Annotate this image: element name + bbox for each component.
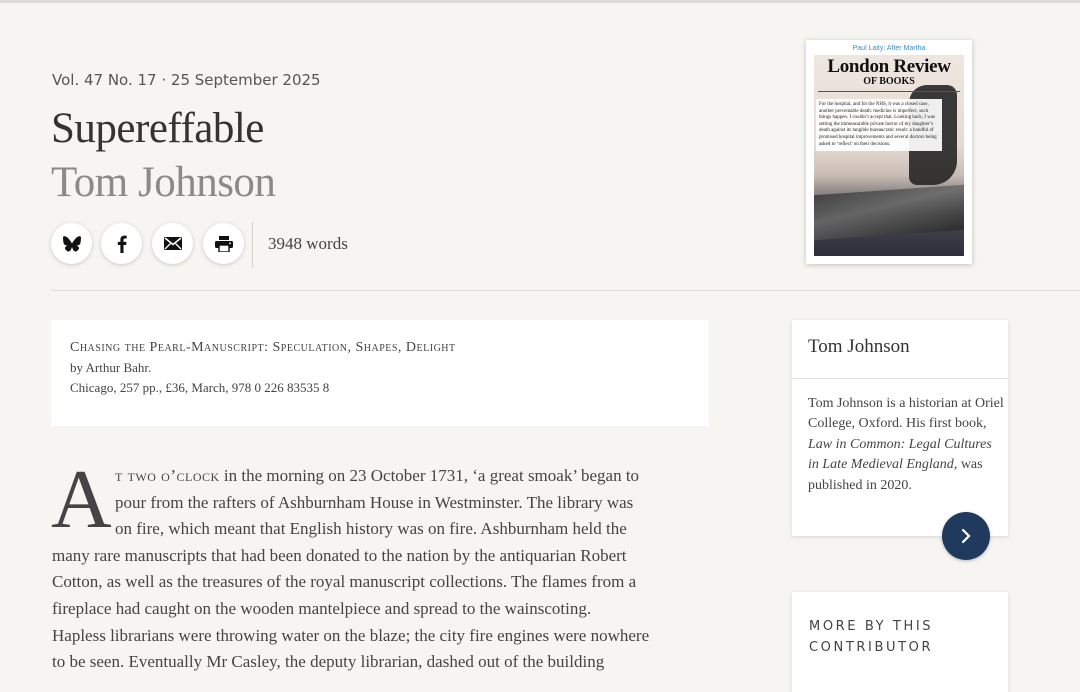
more-by-heading: MORE BY THIS CONTRIBUTOR <box>809 619 934 655</box>
share-email-button[interactable] <box>152 223 193 264</box>
reviewed-book-info <box>51 320 709 426</box>
share-facebook-button[interactable] <box>101 223 142 264</box>
body-line: fireplace had caught on the wooden mantelpiece and spread to the wainscoting. <box>52 599 592 618</box>
body-line: many rare manuscripts that had been donated to the nation by the antiquarian Robert <box>52 546 627 565</box>
chevron-right-icon <box>960 528 972 544</box>
cover-art <box>814 55 964 256</box>
drop-cap: A <box>51 453 112 546</box>
print-button[interactable] <box>203 223 244 264</box>
reviewed-book-title: Chasing the Pearl-Manuscript: Speculation, Shapes, Delight <box>70 340 456 355</box>
top-border <box>0 0 1080 3</box>
share-bluesky-button[interactable] <box>51 223 92 264</box>
cover-excerpt: For the hospital, and for the NHS, it was a closed case, another preventable death: medicine is imperfect, such things happen. I couldn’t accept that. Looking back, I was setting the immeasurable private horror of my daughter’s death against its tangible bureaucratic result: a handful of promised hospital improvements and several doctors being asked to ‘reflect’ on their decisions. <box>816 99 942 151</box>
body-line: Cotton, as well as the treasures of the royal manuscript collections. The flames from a <box>52 572 637 591</box>
word-count: 3948 words <box>268 234 348 253</box>
body-line: Hapless librarians were throwing water on the blaze; the city fire engines were nowhere <box>52 626 650 645</box>
body-line: pour from the rafters of Ashburnham House in Westminster. The library was <box>115 493 634 512</box>
contributor-book-title: Law in Common: Legal Cultures in Late Medieval England <box>808 436 992 473</box>
body-line: to be seen. Eventually Mr Casley, the deputy librarian, dashed out of the building <box>52 652 605 671</box>
email-icon <box>164 237 182 250</box>
more-by-contributor <box>792 592 1008 692</box>
bluesky-icon <box>63 236 81 252</box>
reviewed-book-author: by Arthur Bahr. <box>70 360 152 375</box>
article-title: Supereffable <box>51 105 264 152</box>
reviewed-book-details: Chicago, 257 pp., £36, March, 978 0 226 83535 8 <box>70 380 330 395</box>
body-line: on fire, which meant that English history was on fire. Ashburnham held the <box>115 519 627 538</box>
cover-masthead: London Review <box>827 56 951 77</box>
article-author[interactable]: Tom Johnson <box>51 159 276 206</box>
issue-info: Vol. 47 No. 17 · 25 September 2025 <box>52 71 321 89</box>
cover-masthead-sub: OF BOOKS <box>863 76 915 87</box>
divider <box>252 222 253 268</box>
header-divider <box>51 290 1080 291</box>
contributor-name[interactable]: Tom Johnson <box>808 336 910 357</box>
contributor-bio-card <box>792 320 1008 536</box>
cover-kicker: Paul Laity: After Martha <box>852 45 926 52</box>
issue-cover[interactable] <box>806 40 972 264</box>
lead-in: t two o’clock <box>115 466 220 485</box>
print-icon <box>215 236 233 252</box>
contributor-bio: Tom Johnson is a historian at Oriel College, Oxford. His first book, Law in Common: Legal Cultures in Late Medieval England, was published in 2020. <box>808 396 1004 493</box>
contributor-next-button[interactable] <box>942 512 990 560</box>
facebook-icon <box>117 235 127 253</box>
body-line: t two o’clock in the morning on 23 October 1731, ‘a great smoak’ began to <box>115 466 640 485</box>
